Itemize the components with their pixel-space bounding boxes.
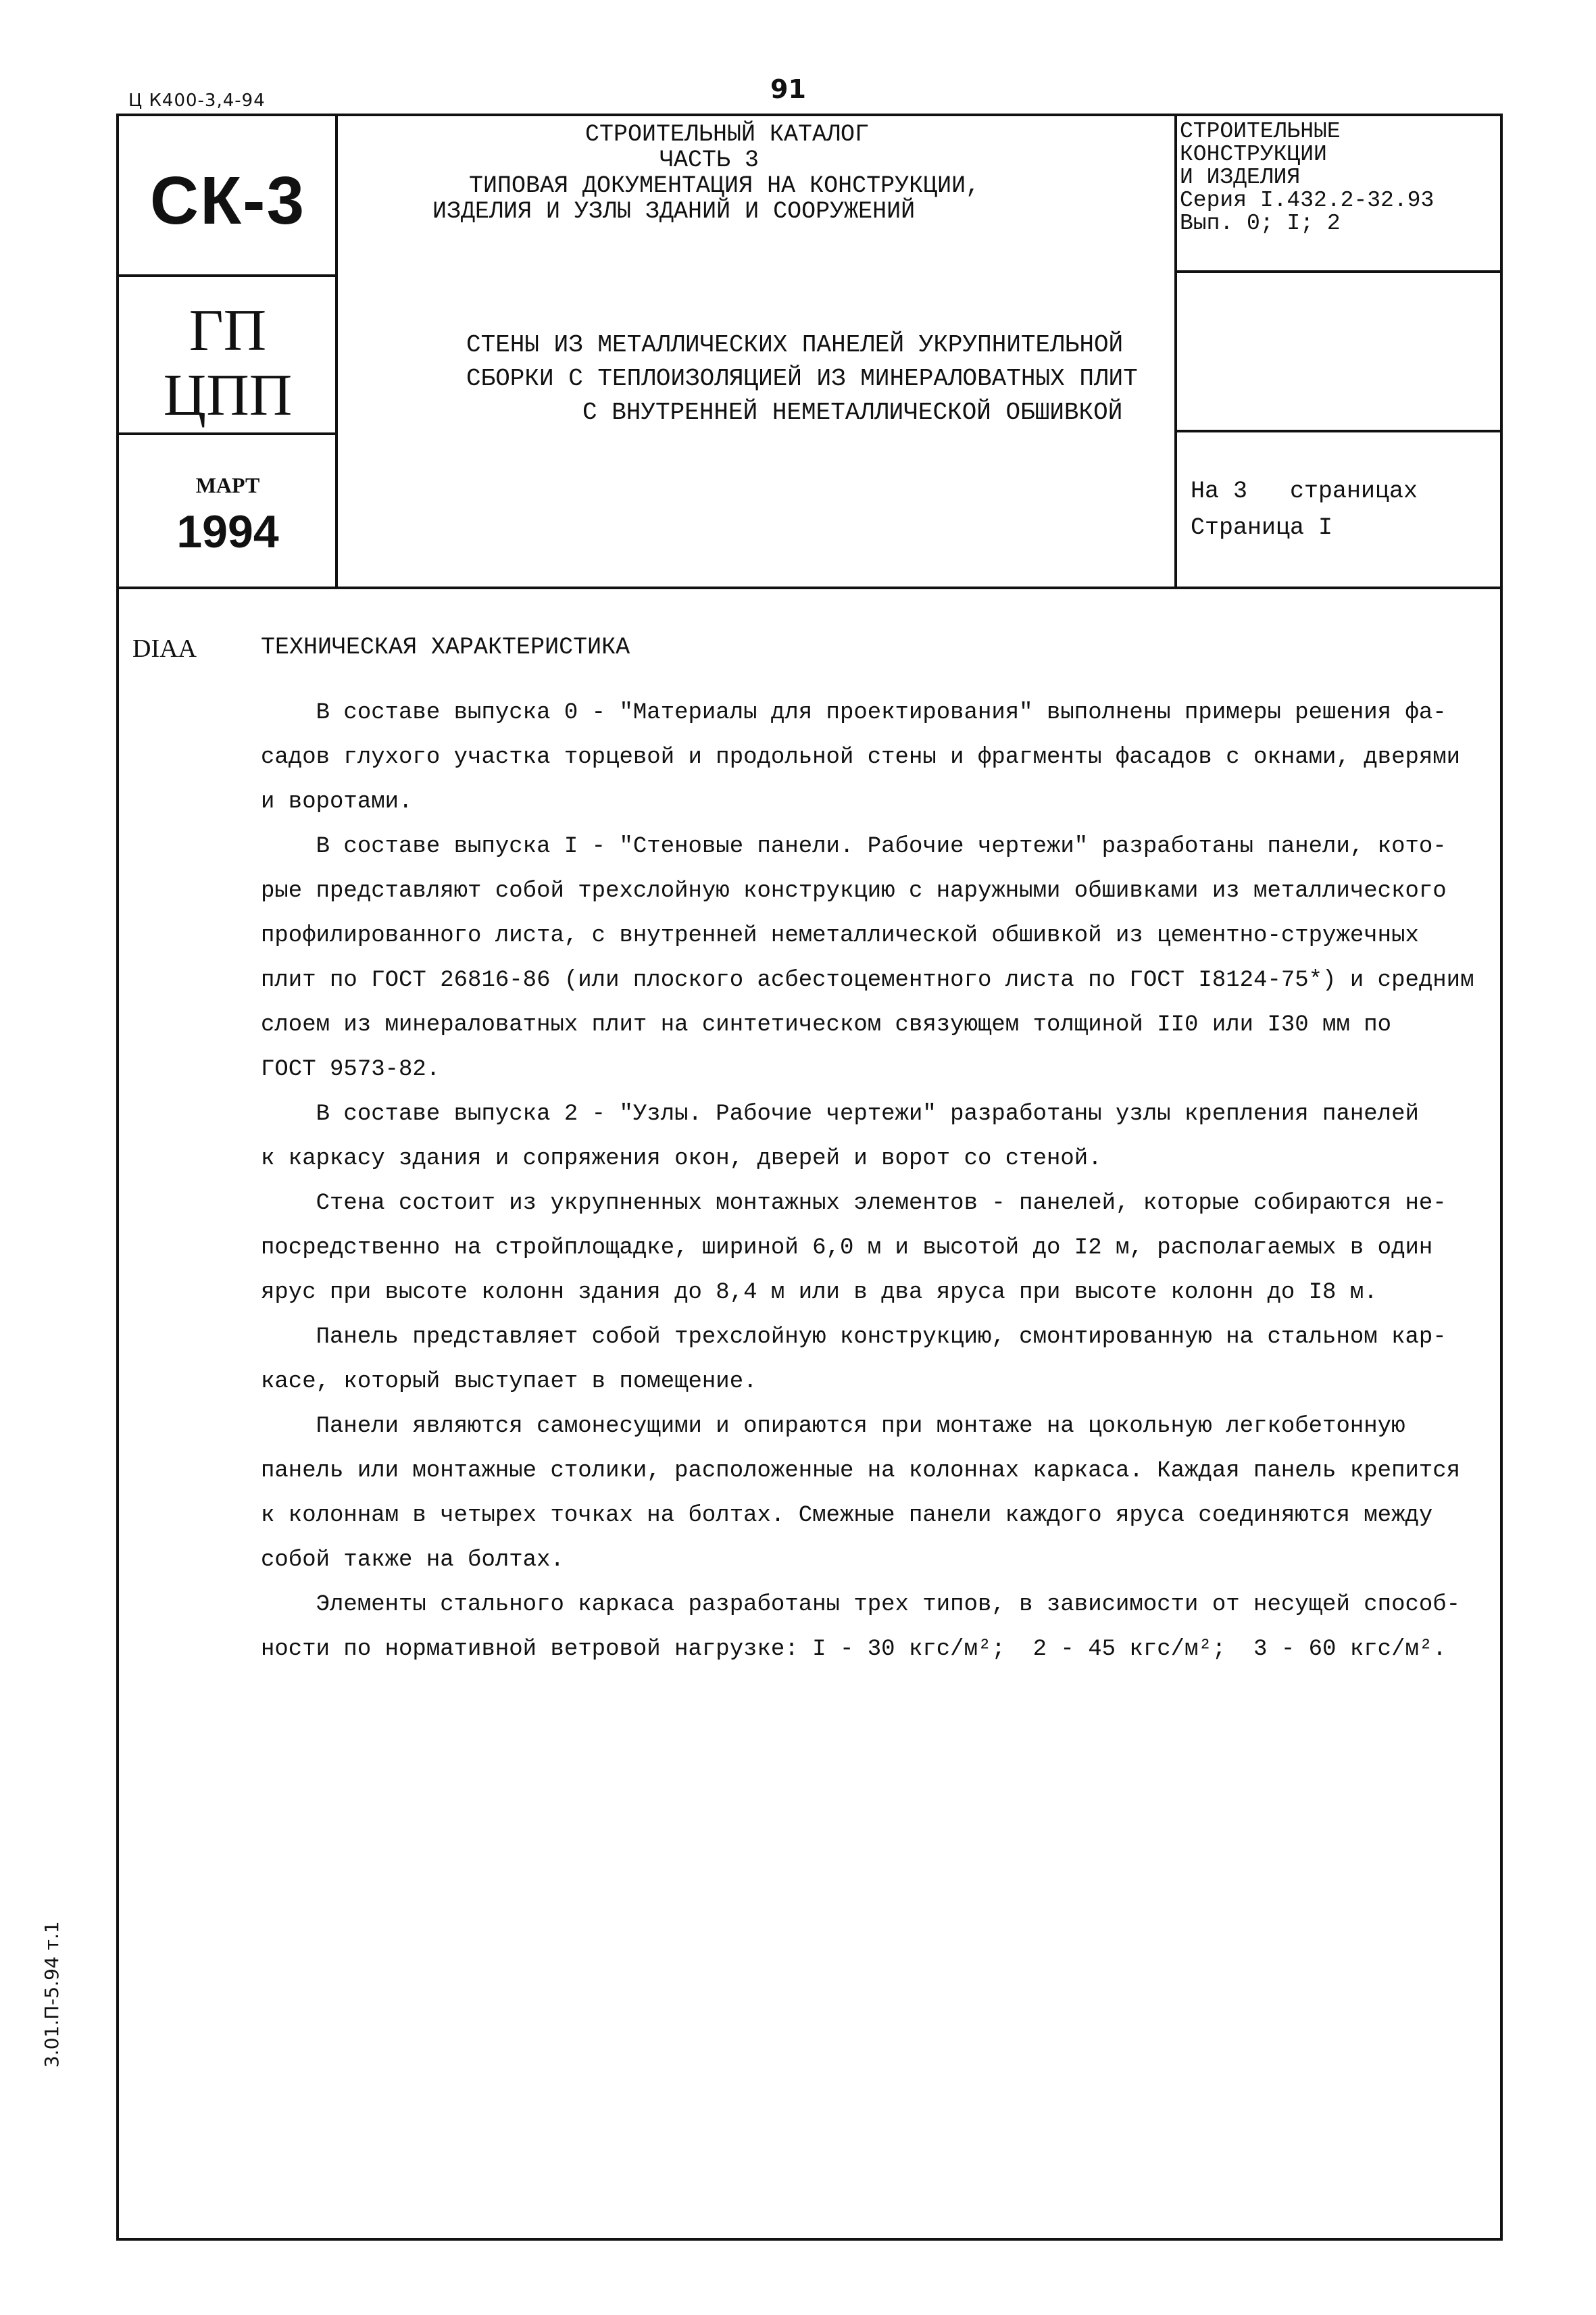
body-line: к каркасу здания и сопряжения окон, дверей и ворот со стеной. [261,1146,1102,1172]
series-code: СК-3 [149,163,306,239]
body-line: ярус при высоте колонн здания до 8,4 м или в два яруса при высоте колонн до I8 м. [261,1280,1378,1305]
body-line: касе, который выступает в помещение. [261,1369,757,1395]
organization-line1: ГП [189,298,267,364]
stamp-divider-right [1174,114,1177,588]
body-line: собой также на болтах. [261,1547,564,1573]
body-line: и воротами. [261,789,413,815]
catalog-line4: ИЗДЕЛИЯ И УЗЛЫ ЗДАНИЙ И СООРУЖЕНИЙ [432,198,916,225]
organization-block [119,299,336,428]
organization-line2: ЦПП [163,363,293,428]
document-title-line2: СБОРКИ С ТЕПЛОИЗОЛЯЦИЕЙ ИЗ МИНЕРАЛОВАТНЫХ ПЛИТ [466,365,1138,393]
catalog-title [432,122,980,224]
stamp-row-divider-right-2 [1174,430,1503,432]
document-title-line1: СТЕНЫ ИЗ МЕТАЛЛИЧЕСКИХ ПАНЕЛЕЙ УКРУПНИТЕЛЬНОЙ [466,331,1124,359]
catalog-line1: СТРОИТЕЛЬНЫЙ КАТАЛОГ [585,121,870,148]
stamp-row-divider-right-1 [1174,270,1503,273]
header-bottom-border [116,587,1503,589]
document-title-line3: С ВНУТРЕННЕЙ НЕМЕТАЛЛИЧЕСКОЙ ОБШИВКОЙ [582,399,1123,426]
document-code: Ц К400-3,4-94 [128,91,266,111]
catalog-line3: ТИПОВАЯ ДОКУМЕНТАЦИЯ НА КОНСТРУКЦИИ, [469,172,980,199]
body-line: В составе выпуска I - "Стеновые панели. Рабочие чертежи" разработаны панели, кото- [261,834,1447,860]
series-info-line2: КОНСТРУКЦИИ [1180,142,1327,167]
page-current: Страница I [1191,514,1333,541]
document-title [466,328,1138,430]
side-stamp: 3.01.П-5.94 т.1 [41,1921,63,2068]
body-line: Панели являются самонесущими и опираются при монтаже на цокольную легкобетонную [261,1414,1405,1439]
body-line: панель или монтажные столики, расположенные на колоннах каркаса. Каждая панель крепится [261,1458,1461,1484]
series-info-line5: Вып. 0; I; 2 [1180,211,1341,236]
series-info-line3: И ИЗДЕЛИЯ [1180,165,1301,190]
body-line: В составе выпуска 2 - "Узлы. Рабочие чертежи" разработаны узлы крепления панелей [261,1101,1419,1127]
stamp-row-divider-1 [116,274,336,277]
body-line: Стена состоит из укрупненных монтажных элементов - панелей, которые собираются не- [261,1191,1447,1216]
body-line: Панель представляет собой трехслойную конструкцию, смонтированную на стальном кар- [261,1324,1447,1350]
body-line: ности по нормативной ветровой нагрузке: I - 30 кгс/м²; 2 - 45 кгс/м²; 3 - 60 кгс/м². [261,1637,1447,1662]
body-line: рые представляют собой трехслойную конструкцию с наружными обшивками из металлического [261,878,1447,904]
body-line: садов глухого участка торцевой и продольной стены и фрагменты фасадов с окнами, дверями [261,745,1461,770]
series-info [1180,120,1434,235]
body-line: ГОСТ 9573-82. [261,1057,441,1082]
section-title: ТЕХНИЧЕСКАЯ ХАРАКТЕРИСТИКА [261,634,630,661]
stamp-row-divider-2 [116,432,336,435]
issue-month: МАРТ [195,473,260,497]
series-info-line1: СТРОИТЕЛЬНЫЕ [1180,119,1341,144]
body-line: к колоннам в четырех точках на болтах. Смежные панели каждого яруса соединяются между [261,1503,1433,1528]
pages-info [1191,473,1418,546]
series-info-line4: Серия I.432.2-32.93 [1180,188,1435,213]
page-number: 91 [770,74,806,104]
body-line: Элементы стального каркаса разработаны трех типов, в зависимости от несущей способ- [261,1592,1461,1618]
section-code: DIAA [132,634,197,663]
body-line: В составе выпуска 0 - "Материалы для проектирования" выполнены примеры решения фа- [261,700,1447,726]
body-line: плит по ГОСТ 26816-86 (или плоского асбестоцементного листа по ГОСТ I8124-75*) и средним [261,968,1474,993]
body-line: профилированного листа, с внутренней неметаллической обшивкой из цементно-стружечных [261,923,1419,949]
body-line: слоем из минераловатных плит на синтетическом связующем толщиной II0 или I30 мм по [261,1012,1392,1038]
pages-total: На 3 страницах [1191,478,1418,505]
issue-year: 1994 [176,506,279,557]
catalog-line2: ЧАСТЬ 3 [659,147,759,174]
body-line: посредственно на стройплощадке, шириной 6,0 м и высотой до I2 м, располагаемых в один [261,1235,1433,1261]
